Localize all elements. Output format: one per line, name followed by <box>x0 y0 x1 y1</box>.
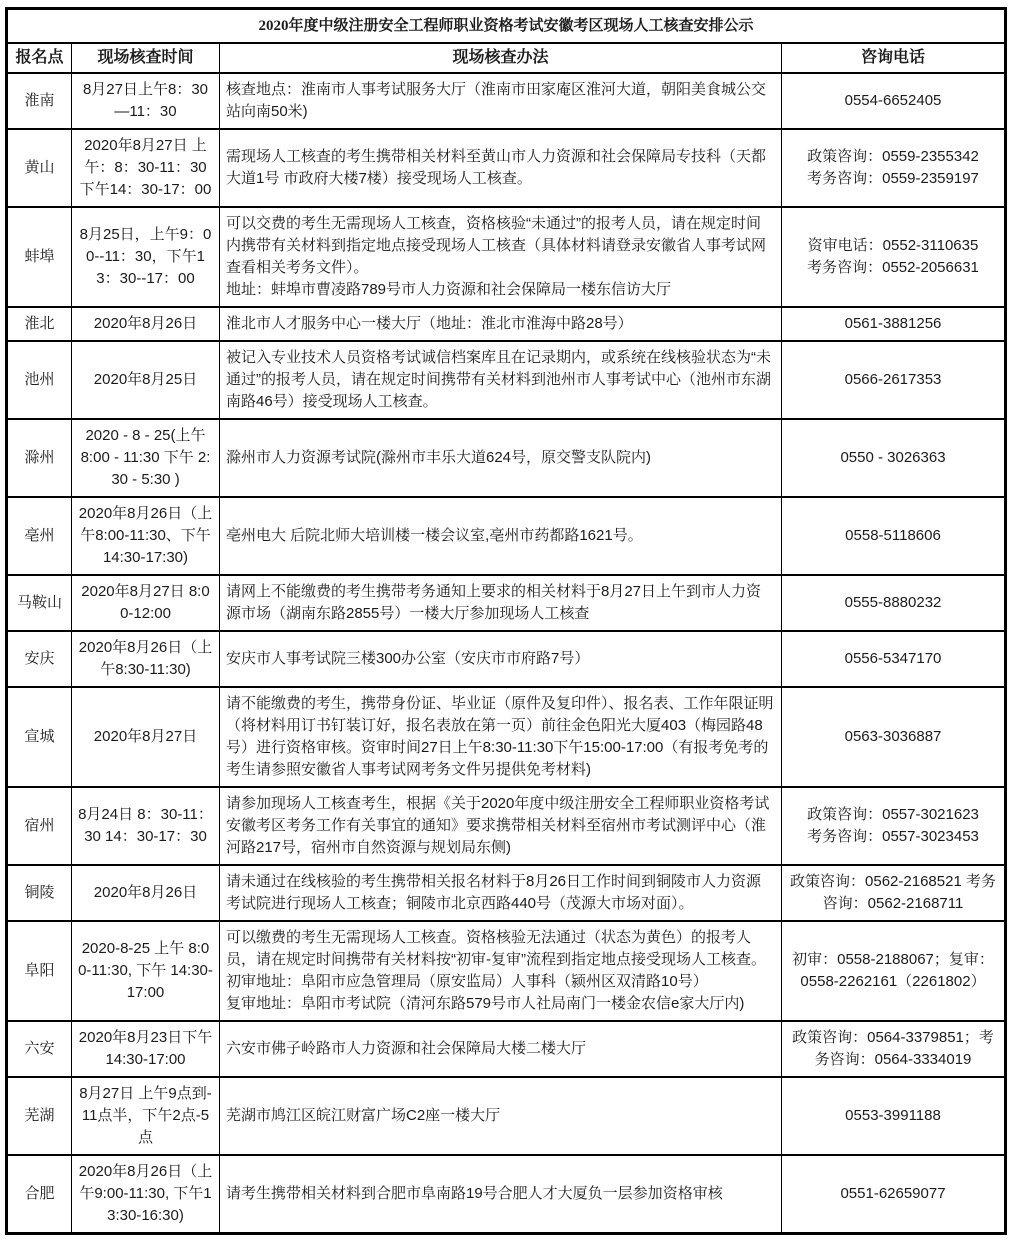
city-cell: 蚌埠 <box>7 207 72 307</box>
phone-line: 初审：0558-2188067；复审：0558-2262161（2261802） <box>792 951 994 990</box>
time-cell: 8月24日 8：30-11：30 14：30-17：30 <box>72 787 220 865</box>
city-cell: 宿州 <box>7 787 72 865</box>
method-cell <box>220 73 782 129</box>
phone-line: 0554-6652405 <box>844 92 942 109</box>
time-cell: 2020年8月27日 上午：8：30-11：30 下午14：30-17：00 <box>72 129 220 207</box>
phone-cell <box>782 497 1006 575</box>
phone-line: 政策咨询：0559-2355342 <box>807 148 979 165</box>
city-cell: 六安 <box>7 1021 72 1077</box>
time-cell: 2020年8月27日 <box>72 687 220 787</box>
phone-cell <box>782 631 1006 687</box>
city-cell: 铜陵 <box>7 865 72 921</box>
phone-cell <box>782 307 1006 341</box>
phone-line: 考务咨询：0557-3023453 <box>807 828 979 845</box>
method-cell <box>220 129 782 207</box>
phone-cell <box>782 575 1006 631</box>
city-cell: 马鞍山 <box>7 575 72 631</box>
method-cell <box>220 207 782 307</box>
phone-line: 政策咨询：0557-3021623 <box>807 806 979 823</box>
table-row <box>7 687 1006 787</box>
method-paragraph: 请网上不能缴费的考生携带考务通知上要求的相关材料于8月27日上午到市人力资源市场（湖南东路2855号）一楼大厅参加现场人工核查 <box>226 583 762 622</box>
phone-cell <box>782 419 1006 497</box>
method-paragraph: 安庆市人事考试院三楼300办公室（安庆市市府路7号） <box>226 650 590 667</box>
verification-schedule-table <box>5 7 1007 1235</box>
table-row <box>7 921 1006 1021</box>
city-cell: 淮北 <box>7 307 72 341</box>
phone-line: 0566-2617353 <box>844 371 942 388</box>
phone-line: 0551-62659077 <box>840 1185 946 1202</box>
time-cell: 2020年8月26日（上午9:00-11:30, 下午13:30-16:30) <box>72 1155 220 1234</box>
city-cell: 合肥 <box>7 1155 72 1234</box>
method-cell <box>220 1155 782 1234</box>
col-header-verification-time: 现场核查时间 <box>72 43 220 73</box>
time-cell: 2020年8月25日 <box>72 341 220 419</box>
phone-line: 0558-5118606 <box>845 527 941 544</box>
city-cell: 池州 <box>7 341 72 419</box>
time-cell: 2020年8月26日 <box>72 307 220 341</box>
time-cell: 2020年8月26日（上午8:30-11:30) <box>72 631 220 687</box>
method-paragraph: 被记入专业技术人员资格考试诚信档案库且在记录期内，或系统在线核验状态为“未通过”的报考人员，请在规定时间携带有关材料到池州市人事考试中心（池州市东湖南路46号）接受现场人工核查。 <box>226 349 771 410</box>
table-row <box>7 1077 1006 1155</box>
phone-cell <box>782 73 1006 129</box>
phone-cell <box>782 341 1006 419</box>
phone-cell <box>782 129 1006 207</box>
table-row <box>7 575 1006 631</box>
phone-cell <box>782 865 1006 921</box>
time-cell: 2020年8月23日下午14:30-17:00 <box>72 1021 220 1077</box>
phone-line: 资审电话：0552-3110635 <box>807 237 979 254</box>
phone-line: 0563-3036887 <box>844 728 942 745</box>
table-row <box>7 73 1006 129</box>
city-cell: 淮南 <box>7 73 72 129</box>
method-paragraph: 可以缴费的考生无需现场人工核查。资格核验无法通过（状态为黄色）的报考人员，请在规定时间携带有关材料按“初审-复审”流程到指定地点接受现场人工核查。 <box>226 929 766 968</box>
method-cell <box>220 1021 782 1077</box>
method-paragraph: 地址：蚌埠市曹凌路789号市人力资源和社会保障局一楼东信访大厅 <box>226 281 672 298</box>
table-row <box>7 129 1006 207</box>
table-row <box>7 631 1006 687</box>
phone-cell <box>782 687 1006 787</box>
time-cell: 8月27日上午8：30—11：30 <box>72 73 220 129</box>
table-row <box>7 341 1006 419</box>
method-cell <box>220 921 782 1021</box>
phone-cell <box>782 1077 1006 1155</box>
city-cell: 滁州 <box>7 419 72 497</box>
city-cell: 黄山 <box>7 129 72 207</box>
method-paragraph: 需现场人工核查的考生携带相关材料至黄山市人力资源和社会保障局专技科（天都大道1号 市政府大楼7楼）接受现场人工核查。 <box>226 148 767 187</box>
col-header-registration-point: 报名点 <box>7 43 72 73</box>
phone-line: 0550 - 3026363 <box>840 449 946 466</box>
method-cell <box>220 307 782 341</box>
phone-cell <box>782 921 1006 1021</box>
table-row <box>7 497 1006 575</box>
table-row <box>7 207 1006 307</box>
city-cell: 安庆 <box>7 631 72 687</box>
method-paragraph: 六安市佛子岭路市人力资源和社会保障局大楼二楼大厅 <box>226 1040 587 1057</box>
method-cell <box>220 419 782 497</box>
method-cell <box>220 1077 782 1155</box>
table-row <box>7 865 1006 921</box>
phone-line: 0561-3881256 <box>844 315 942 332</box>
method-paragraph: 请不能缴费的考生，携带身份证、毕业证（原件及复印件）、报名表、工作年限证明（将材料用订书钉装订好，报名表放在第一页）前往金色阳光大厦403（梅园路48号）进行资格审核。资审时间27日上午8:30-11:30下午15:00-17:00（有报考免考的考生请参照安徽省人事考试网考务文件另提供免考材料) <box>226 695 774 778</box>
phone-cell <box>782 1155 1006 1234</box>
time-cell: 2020-8-25 上午 8:00-11:30, 下午 14:30-17:00 <box>72 921 220 1021</box>
method-paragraph: 滁州市人力资源考试院(滁州市丰乐大道624号，原交警支队院内) <box>226 449 652 466</box>
method-cell <box>220 575 782 631</box>
page-title: 2020年度中级注册安全工程师职业资格考试安徽考区现场人工核查安排公示 <box>7 9 1006 44</box>
method-cell <box>220 687 782 787</box>
phone-cell <box>782 207 1006 307</box>
city-cell: 宣城 <box>7 687 72 787</box>
col-header-verification-method: 现场核查办法 <box>220 43 782 73</box>
table-body <box>7 73 1006 1234</box>
time-cell: 2020年8月26日（上午8:00-11:30、下午14:30-17:30) <box>72 497 220 575</box>
col-header-phone: 咨询电话 <box>782 43 1006 73</box>
phone-line: 政策咨询：0564-3379851；考务咨询：0564-3334019 <box>792 1029 994 1068</box>
phone-line: 考务咨询：0552-2056631 <box>807 259 979 276</box>
table-row <box>7 1021 1006 1077</box>
phone-cell <box>782 1021 1006 1077</box>
phone-line: 0556-5347170 <box>844 650 942 667</box>
method-cell <box>220 341 782 419</box>
city-cell: 芜湖 <box>7 1077 72 1155</box>
time-cell: 2020年8月26日 <box>72 865 220 921</box>
method-cell <box>220 631 782 687</box>
table-row <box>7 419 1006 497</box>
method-paragraph: 亳州电大 后院北师大培训楼一楼会议室,亳州市药都路1621号。 <box>226 527 643 544</box>
title-row <box>7 9 1006 44</box>
city-cell: 阜阳 <box>7 921 72 1021</box>
table-row <box>7 787 1006 865</box>
phone-line: 0555-8880232 <box>844 594 942 611</box>
method-paragraph: 可以交费的考生无需现场人工核查，资格核验“未通过”的报考人员，请在规定时间内携带有关材料到指定地点接受现场人工核查（具体材料请登录安徽省人事考试网查看相关考务文件）。 <box>226 215 767 276</box>
method-paragraph: 请未通过在线核验的考生携带相关报名材料于8月26日工作时间到铜陵市人力资源考试院进行现场人工核查；铜陵市北京西路440号（茂源大市场对面）。 <box>226 873 762 912</box>
phone-line: 0553-3991188 <box>845 1107 941 1124</box>
time-cell: 2020 - 8 - 25(上午 8:00 - 11:30 下午 2:30 - 5:30 ) <box>72 419 220 497</box>
method-paragraph: 初审地址：阜阳市应急管理局（原安监局）人事科（颍州区双清路10号） <box>226 973 708 990</box>
time-cell: 8月25日，上午9：00--11：30，下午13：30--17：00 <box>72 207 220 307</box>
method-cell <box>220 787 782 865</box>
method-paragraph: 核查地点：淮南市人事考试服务大厅（淮南市田家庵区淮河大道，朝阳美食城公交站向南50米) <box>226 81 767 120</box>
method-cell <box>220 865 782 921</box>
time-cell: 8月27日 上午9点到-11点半，下午2点-5点 <box>72 1077 220 1155</box>
phone-line: 考务咨询：0559-2359197 <box>807 170 979 187</box>
method-cell <box>220 497 782 575</box>
column-header-row <box>7 43 1006 73</box>
method-paragraph: 淮北市人才服务中心一楼大厅（地址：淮北市淮海中路28号） <box>226 315 633 332</box>
city-cell: 亳州 <box>7 497 72 575</box>
method-paragraph: 请参加现场人工核查考生，根据《关于2020年度中级注册安全工程师职业资格考试安徽考区考务工作有关事宜的通知》要求携带相关材料至宿州市考试测评中心（淮河路217号，宿州市自然资源与规划局东侧) <box>226 795 770 856</box>
phone-line: 政策咨询：0562-2168521 考务咨询：0562-2168711 <box>790 873 996 912</box>
method-paragraph: 请考生携带相关材料到合肥市阜南路19号合肥人才大厦负一层参加资格审核 <box>226 1185 723 1202</box>
phone-cell <box>782 787 1006 865</box>
method-paragraph: 复审地址：阜阳市考试院（清河东路579号市人社局南门一楼金农信e家大厅内) <box>226 995 745 1012</box>
method-paragraph: 芜湖市鸠江区皖江财富广场C2座一楼大厅 <box>226 1107 501 1124</box>
table-row <box>7 1155 1006 1234</box>
table-row <box>7 307 1006 341</box>
time-cell: 2020年8月27日 8:00-12:00 <box>72 575 220 631</box>
